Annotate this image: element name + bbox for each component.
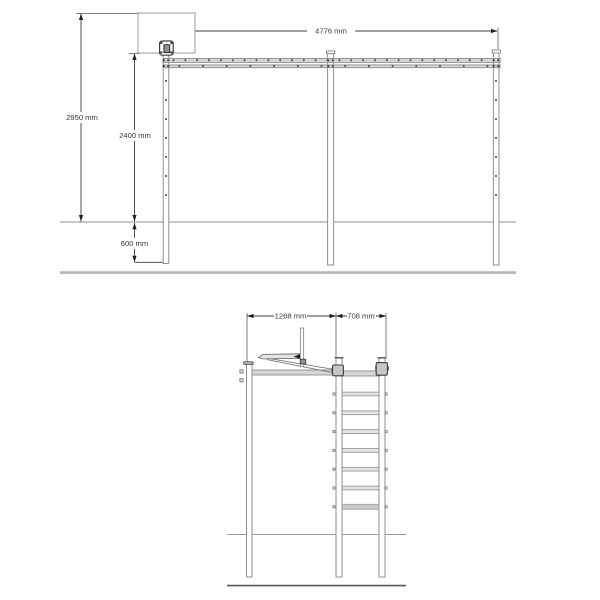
ladder-rung — [342, 411, 379, 415]
dimension-label: 708 mm — [347, 311, 375, 321]
rail-mount-mark — [297, 65, 299, 67]
post-right — [493, 53, 499, 265]
post-hole-dot — [165, 99, 167, 101]
dimension-label: 2400 mm — [119, 131, 151, 140]
ladder-rung — [342, 486, 379, 490]
rung-bolt — [333, 487, 335, 489]
rail-mount-mark — [196, 59, 198, 61]
dimension-arrow-right — [491, 29, 498, 33]
dimension-arrow-up — [132, 223, 136, 230]
ladder-rung — [342, 392, 379, 396]
rail-clamp-right — [375, 363, 389, 376]
rail-mount-mark — [487, 65, 489, 67]
rail-post-bolt — [167, 59, 169, 61]
rung-bolt — [333, 430, 335, 432]
post-middle — [328, 54, 334, 265]
rail-mount-mark — [202, 65, 204, 67]
post-hole-dot — [495, 194, 497, 196]
ladder-rungs — [342, 392, 379, 509]
post-hole-dot — [165, 194, 167, 196]
post-hole-dot — [165, 175, 167, 177]
rail-mount-mark — [344, 65, 346, 67]
rung-bolt — [385, 506, 387, 508]
rail-post-bolt — [493, 59, 495, 61]
rail-post-bolt — [332, 65, 334, 67]
dimension-arrow-right — [330, 314, 337, 318]
rail-mount-mark — [374, 59, 376, 61]
post-hole-dot — [495, 175, 497, 177]
dim-overall-width — [167, 26, 499, 50]
rung-bolt — [385, 487, 387, 489]
post-hole-dot — [165, 118, 167, 120]
rail-mount-mark — [267, 59, 269, 61]
post-left — [163, 53, 169, 264]
rail-mount-mark — [469, 59, 471, 61]
rung-bolt — [333, 506, 335, 508]
dimension-arrow-left — [336, 314, 343, 318]
dimension-label: 4776 mm — [315, 26, 347, 36]
ladder-rung — [342, 504, 379, 509]
rail-post-bolt — [497, 59, 499, 61]
rung-bolt — [385, 412, 387, 414]
rung-bolt — [333, 393, 335, 395]
dimension-label: 1268 mm — [274, 311, 307, 321]
post-hole-dot — [495, 99, 497, 101]
rail-mount-mark — [398, 59, 400, 61]
rail-mount-mark — [178, 65, 180, 67]
dimension-arrow-down — [132, 215, 136, 222]
rail-post-bolt — [163, 59, 165, 61]
post-left-bolt-tab — [240, 370, 243, 373]
rail-mount-mark — [273, 65, 275, 67]
post-left-side — [247, 364, 253, 578]
dim-overall-height — [60, 14, 138, 222]
rail-mount-mark — [208, 59, 210, 61]
rail-mount-mark — [392, 65, 394, 67]
rail-post-bolt — [332, 59, 334, 61]
rail-mount-mark — [220, 59, 222, 61]
crossbar-right-bay — [340, 371, 380, 376]
post-middle-side — [336, 358, 342, 577]
post-hole-dot — [165, 137, 167, 139]
rail-post-bolt — [327, 59, 329, 61]
rail-mount-mark — [244, 59, 246, 61]
basketball-hoop — [160, 41, 174, 55]
rail-post-bolt — [167, 65, 169, 67]
rung-bolt — [333, 449, 335, 451]
hoop-ring-front — [164, 45, 170, 53]
rail-mount-mark — [315, 59, 317, 61]
post-hole-dot — [495, 80, 497, 82]
post-hole-dot — [165, 80, 167, 82]
post-hole-dot — [165, 156, 167, 158]
post-hole-dot — [495, 137, 497, 139]
rail-post-bolt — [327, 65, 329, 67]
side-elevation-view — [227, 311, 406, 586]
rail-bottom-bar — [163, 65, 500, 68]
post-hole-dot — [495, 118, 497, 120]
rail-mount-mark — [256, 59, 258, 61]
dimension-arrow-up — [79, 14, 83, 21]
dimension-arrow-right — [380, 314, 387, 318]
rail-mount-mark — [279, 59, 281, 61]
backboard-side-assembly — [259, 328, 334, 373]
rail-mount-mark — [362, 59, 364, 61]
rail-mount-mark — [415, 65, 417, 67]
rail-top-bar — [163, 58, 500, 62]
ladder-rung — [342, 430, 379, 434]
rail-mount-mark — [226, 65, 228, 67]
rail-mount-mark — [433, 59, 435, 61]
rung-bolt — [333, 468, 335, 470]
dimension-arrow-down — [79, 215, 83, 222]
dim-right-bay — [336, 311, 386, 358]
post-left-cap — [244, 362, 253, 365]
ladder-rung — [342, 467, 379, 471]
hoop-bolt — [160, 51, 162, 53]
hoop-bolt — [160, 42, 162, 44]
rail-post-bolt — [493, 65, 495, 67]
rail-mount-mark — [350, 59, 352, 61]
dimension-arrow-left — [247, 314, 254, 318]
rung-bolt — [385, 468, 387, 470]
rim-bracket — [300, 359, 306, 364]
rung-bolt — [385, 449, 387, 451]
rail-mount-mark — [185, 59, 187, 61]
rail-post-bolt — [497, 65, 499, 67]
rail-mount-mark — [173, 59, 175, 61]
ladder-rung — [342, 449, 379, 453]
rail-mount-mark — [339, 59, 341, 61]
rung-bolt — [333, 412, 335, 414]
rail-mount-mark — [410, 59, 412, 61]
front-elevation-view — [60, 13, 516, 273]
clamp-body — [376, 363, 387, 376]
rail-mount-mark — [321, 65, 323, 67]
clamp-body — [333, 365, 344, 376]
rail-mount-mark — [445, 59, 447, 61]
dimension-arrow-up — [132, 54, 136, 61]
rail-mount-mark — [291, 59, 293, 61]
rail-mount-mark — [386, 59, 388, 61]
dim-rim-height — [113, 54, 157, 222]
rail-mount-mark — [439, 65, 441, 67]
rung-bolt — [385, 430, 387, 432]
dim-foundation-depth — [113, 223, 167, 262]
rail-mount-mark — [232, 59, 234, 61]
rail-mount-mark — [368, 65, 370, 67]
post-left-bolt-tab — [240, 379, 243, 382]
rung-bolt — [385, 393, 387, 395]
post-hole-dot — [495, 156, 497, 158]
rail-post-bolt — [163, 65, 165, 67]
rail-mount-mark — [463, 65, 465, 67]
dimension-arrow-down — [132, 256, 136, 262]
rail-mount-mark — [457, 59, 459, 61]
rail-mount-mark — [481, 59, 483, 61]
dimension-label: 2950 mm — [66, 113, 98, 122]
hoop-bolt — [170, 51, 172, 53]
rail-mount-mark — [250, 65, 252, 67]
post-right-side — [379, 358, 385, 577]
rail-mount-mark — [422, 59, 424, 61]
rail-mount-mark — [303, 59, 305, 61]
rail-clamp-middle — [332, 365, 344, 376]
hoop-bolt — [170, 42, 172, 44]
dimension-label: 600 mm — [120, 239, 149, 248]
